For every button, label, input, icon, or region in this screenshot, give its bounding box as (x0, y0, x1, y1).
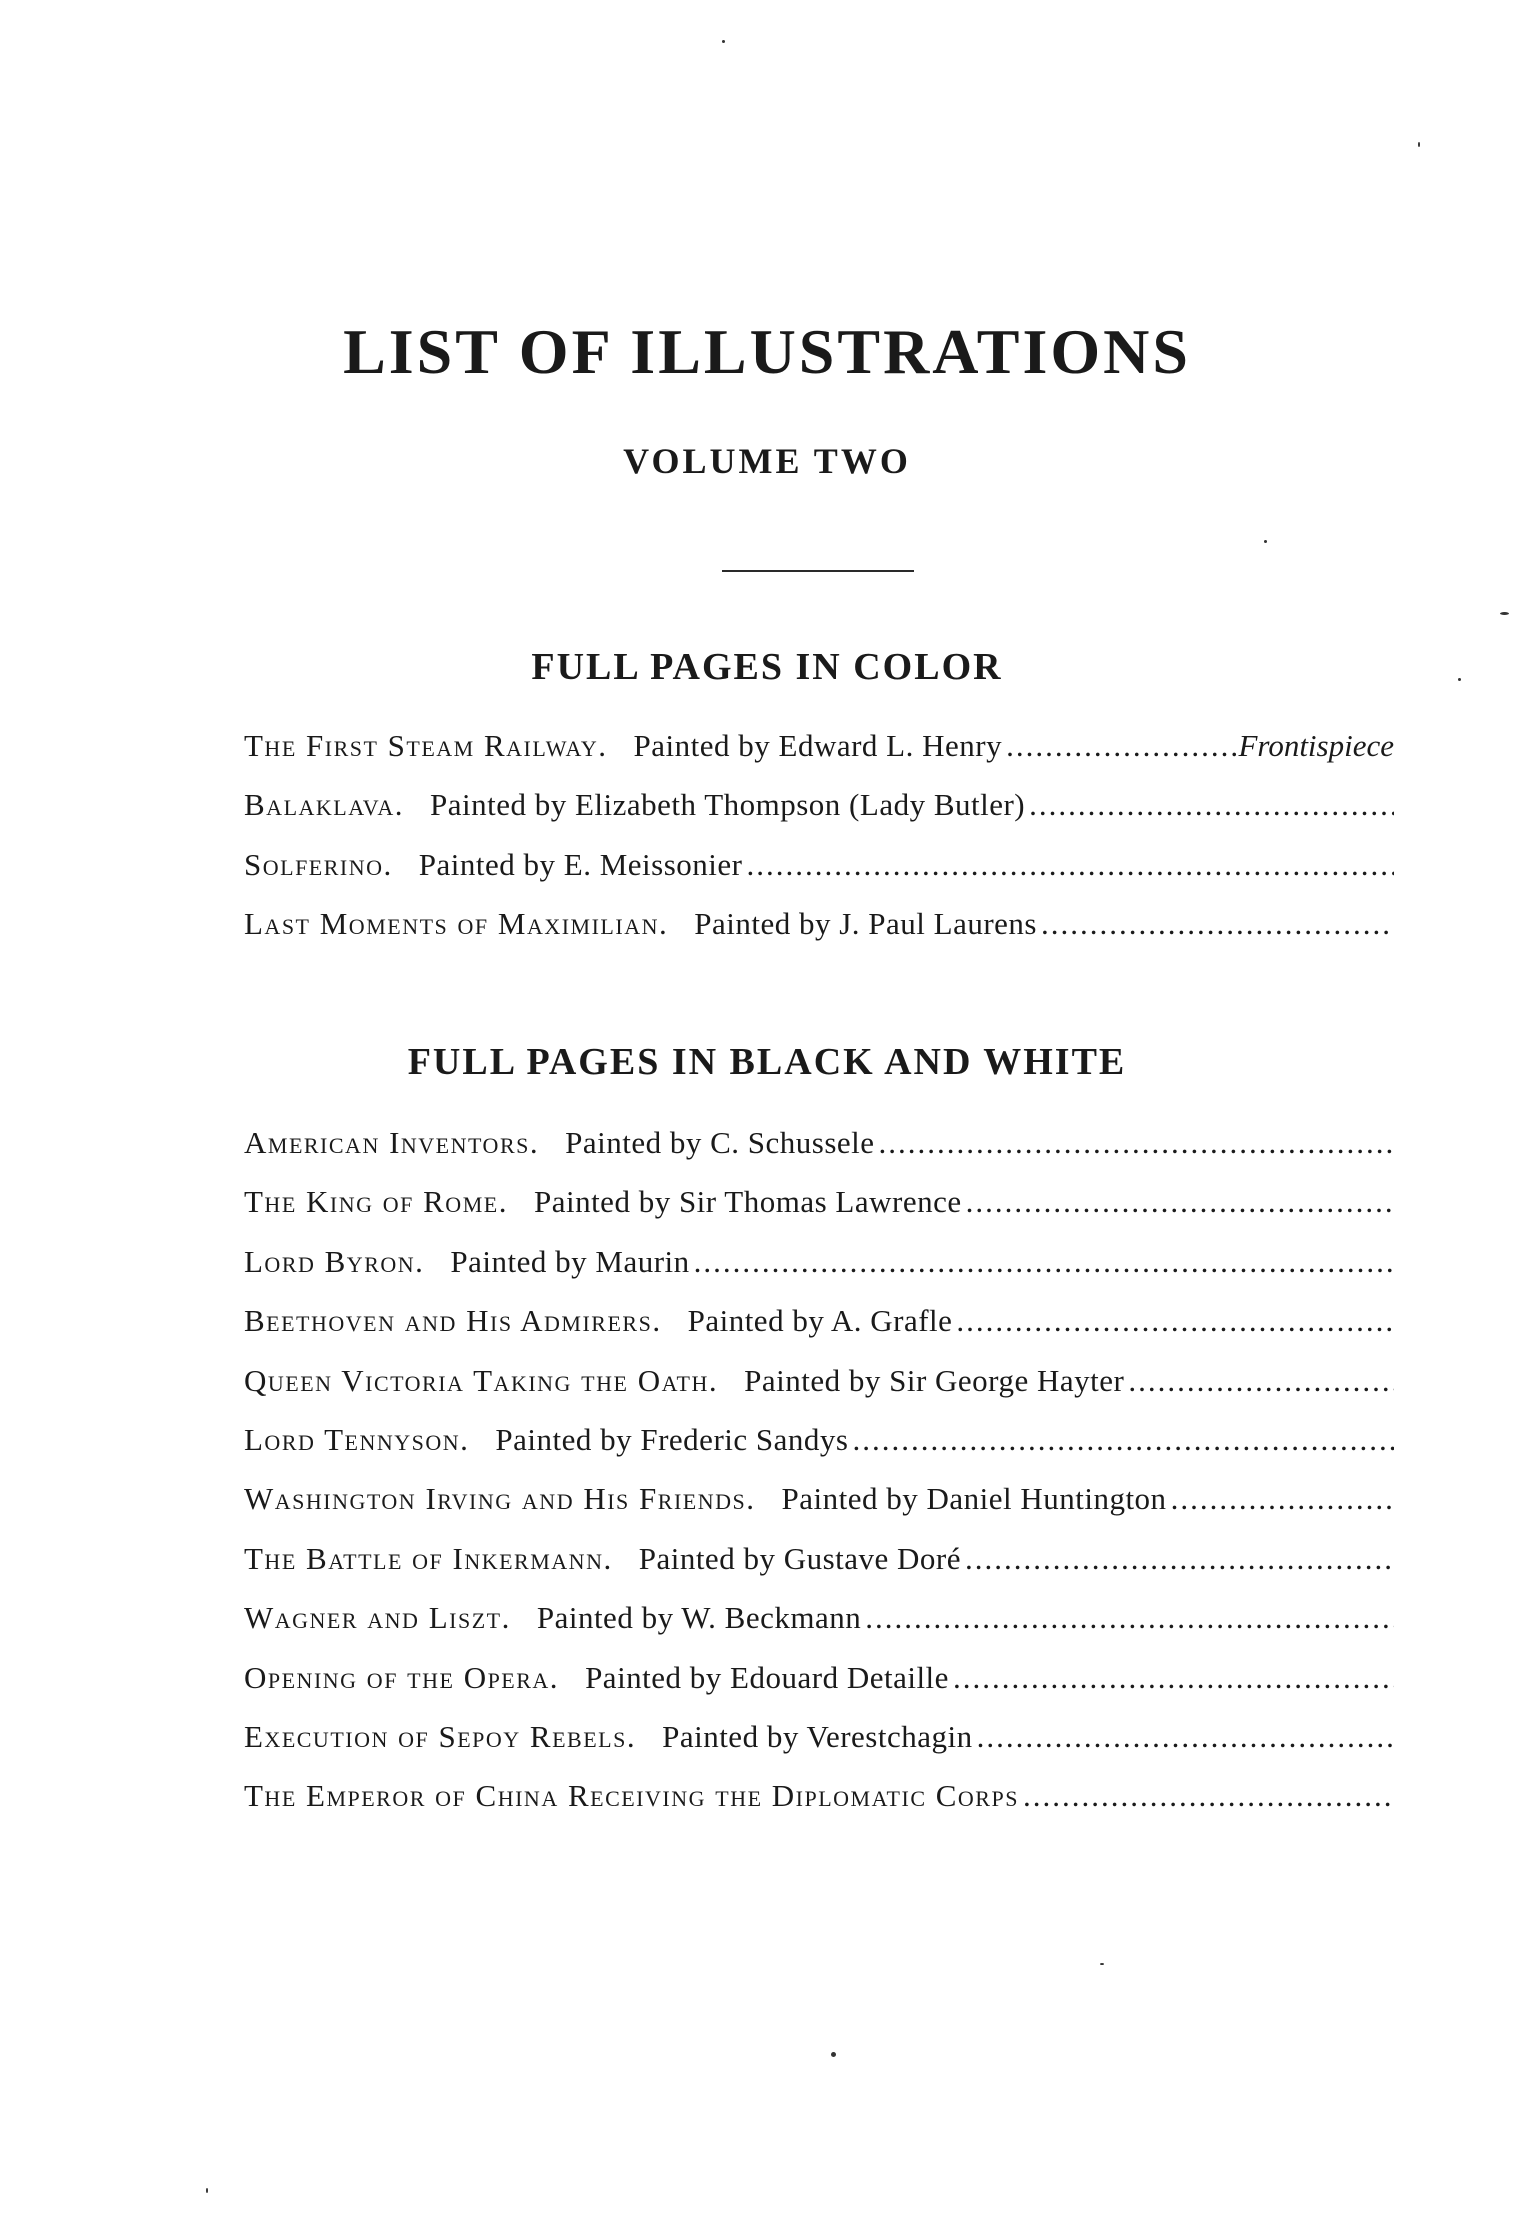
illustration-painter: Painted by Elizabeth Thompson (Lady Butler) (429, 787, 1026, 823)
list-item (244, 847, 1394, 906)
dot-leader (1029, 787, 1394, 823)
illustration-title: Washington Irving and His Friends. (244, 1481, 756, 1517)
illustration-painter: Painted by Sir George Hayter (744, 1362, 1125, 1398)
illustration-painter: Painted by Maurin (450, 1243, 690, 1279)
dot-leader (956, 1303, 1394, 1339)
illustration-title: The King of Rome. (244, 1184, 508, 1220)
illustration-title: Execution of Sepoy Rebels. (244, 1718, 637, 1754)
illustration-painter: Painted by C. Schussele (565, 1125, 875, 1160)
illustration-painter: Painted by J. Paul Laurens (694, 906, 1037, 942)
dot-leader (965, 1541, 1394, 1577)
dot-leader (1041, 906, 1394, 942)
list-item (244, 1541, 1394, 1600)
page-title: LIST OF ILLUSTRATIONS (343, 316, 1191, 387)
illustration-title: The Battle of Inkermann. (244, 1540, 613, 1576)
list-item (244, 1422, 1394, 1481)
illustration-title: Last Moments of Maximilian. (244, 906, 669, 942)
illustration-title: Lord Byron. (244, 1243, 425, 1279)
list-item (244, 1184, 1394, 1243)
dot-leader (1023, 1778, 1394, 1814)
illustration-painter: Painted by E. Meissonier (418, 846, 743, 882)
scan-speck (1458, 678, 1461, 681)
dot-leader (1128, 1363, 1394, 1399)
dot-leader (879, 1125, 1394, 1161)
illustration-painter: Painted by Daniel Huntington (781, 1481, 1167, 1517)
scan-speck (206, 2188, 208, 2193)
black-white-illustrations-list (244, 1125, 1394, 1838)
scan-speck (1418, 142, 1420, 147)
list-item (244, 906, 1394, 965)
dot-leader (1171, 1481, 1394, 1517)
scan-speck (1264, 540, 1267, 543)
illustration-painter: Painted by Gustave Doré (638, 1540, 961, 1576)
illustration-painter: Painted by Sir Thomas Lawrence (533, 1184, 962, 1220)
dot-leader (977, 1719, 1394, 1755)
illustration-title: Opening of the Opera. (244, 1659, 560, 1695)
illustration-title: Solferino. (244, 846, 393, 882)
illustration-title: Balaklava. (244, 787, 404, 823)
color-illustrations-list (244, 728, 1394, 966)
scan-speck (1500, 612, 1509, 615)
dot-leader (852, 1422, 1394, 1458)
scan-speck (1100, 1963, 1104, 1965)
illustration-title: Wagner and Liszt. (244, 1600, 511, 1636)
list-item (244, 1778, 1394, 1837)
dot-leader (694, 1244, 1394, 1280)
illustration-painter: Painted by W. Beckmann (536, 1600, 862, 1636)
section-heading-black-white: FULL PAGES IN BLACK AND WHITE (407, 1041, 1127, 1083)
illustration-painter: Painted by Frederic Sandys (495, 1421, 849, 1457)
volume-subtitle: VOLUME TWO (623, 441, 911, 481)
list-item (244, 1244, 1394, 1303)
section-heading-color: FULL PAGES IN COLOR (531, 646, 1003, 688)
dot-leader (1006, 728, 1238, 764)
scan-speck (831, 2052, 836, 2057)
list-item (244, 1660, 1394, 1719)
list-item (244, 1303, 1394, 1362)
illustration-painter: Painted by A. Grafle (687, 1303, 953, 1339)
illustration-title: The First Steam Railway. (244, 728, 608, 763)
dot-leader (746, 847, 1394, 883)
list-item (244, 1125, 1394, 1184)
list-item (244, 1600, 1394, 1659)
dot-leader (953, 1660, 1394, 1696)
illustration-title: Lord Tennyson. (244, 1421, 470, 1457)
illustration-title: The Emperor of China Receiving the Diplomatic Corps (244, 1778, 1019, 1814)
list-item (244, 728, 1394, 787)
dot-leader (865, 1600, 1394, 1636)
illustration-title: Beethoven and His Admirers. (244, 1303, 662, 1339)
list-item (244, 1481, 1394, 1540)
list-item (244, 787, 1394, 846)
illustration-painter: Painted by Edouard Detaille (585, 1659, 949, 1695)
divider-rule (722, 570, 914, 572)
illustration-title: American Inventors. (244, 1125, 540, 1160)
scan-speck (722, 40, 725, 43)
illustration-title: Queen Victoria Taking the Oath. (244, 1362, 719, 1398)
list-item (244, 1363, 1394, 1422)
page-reference: Frontispiece (1238, 728, 1394, 763)
dot-leader (966, 1184, 1394, 1220)
illustration-painter: Painted by Verestchagin (662, 1718, 973, 1754)
illustration-painter: Painted by Edward L. Henry (633, 728, 1003, 763)
list-item (244, 1719, 1394, 1778)
